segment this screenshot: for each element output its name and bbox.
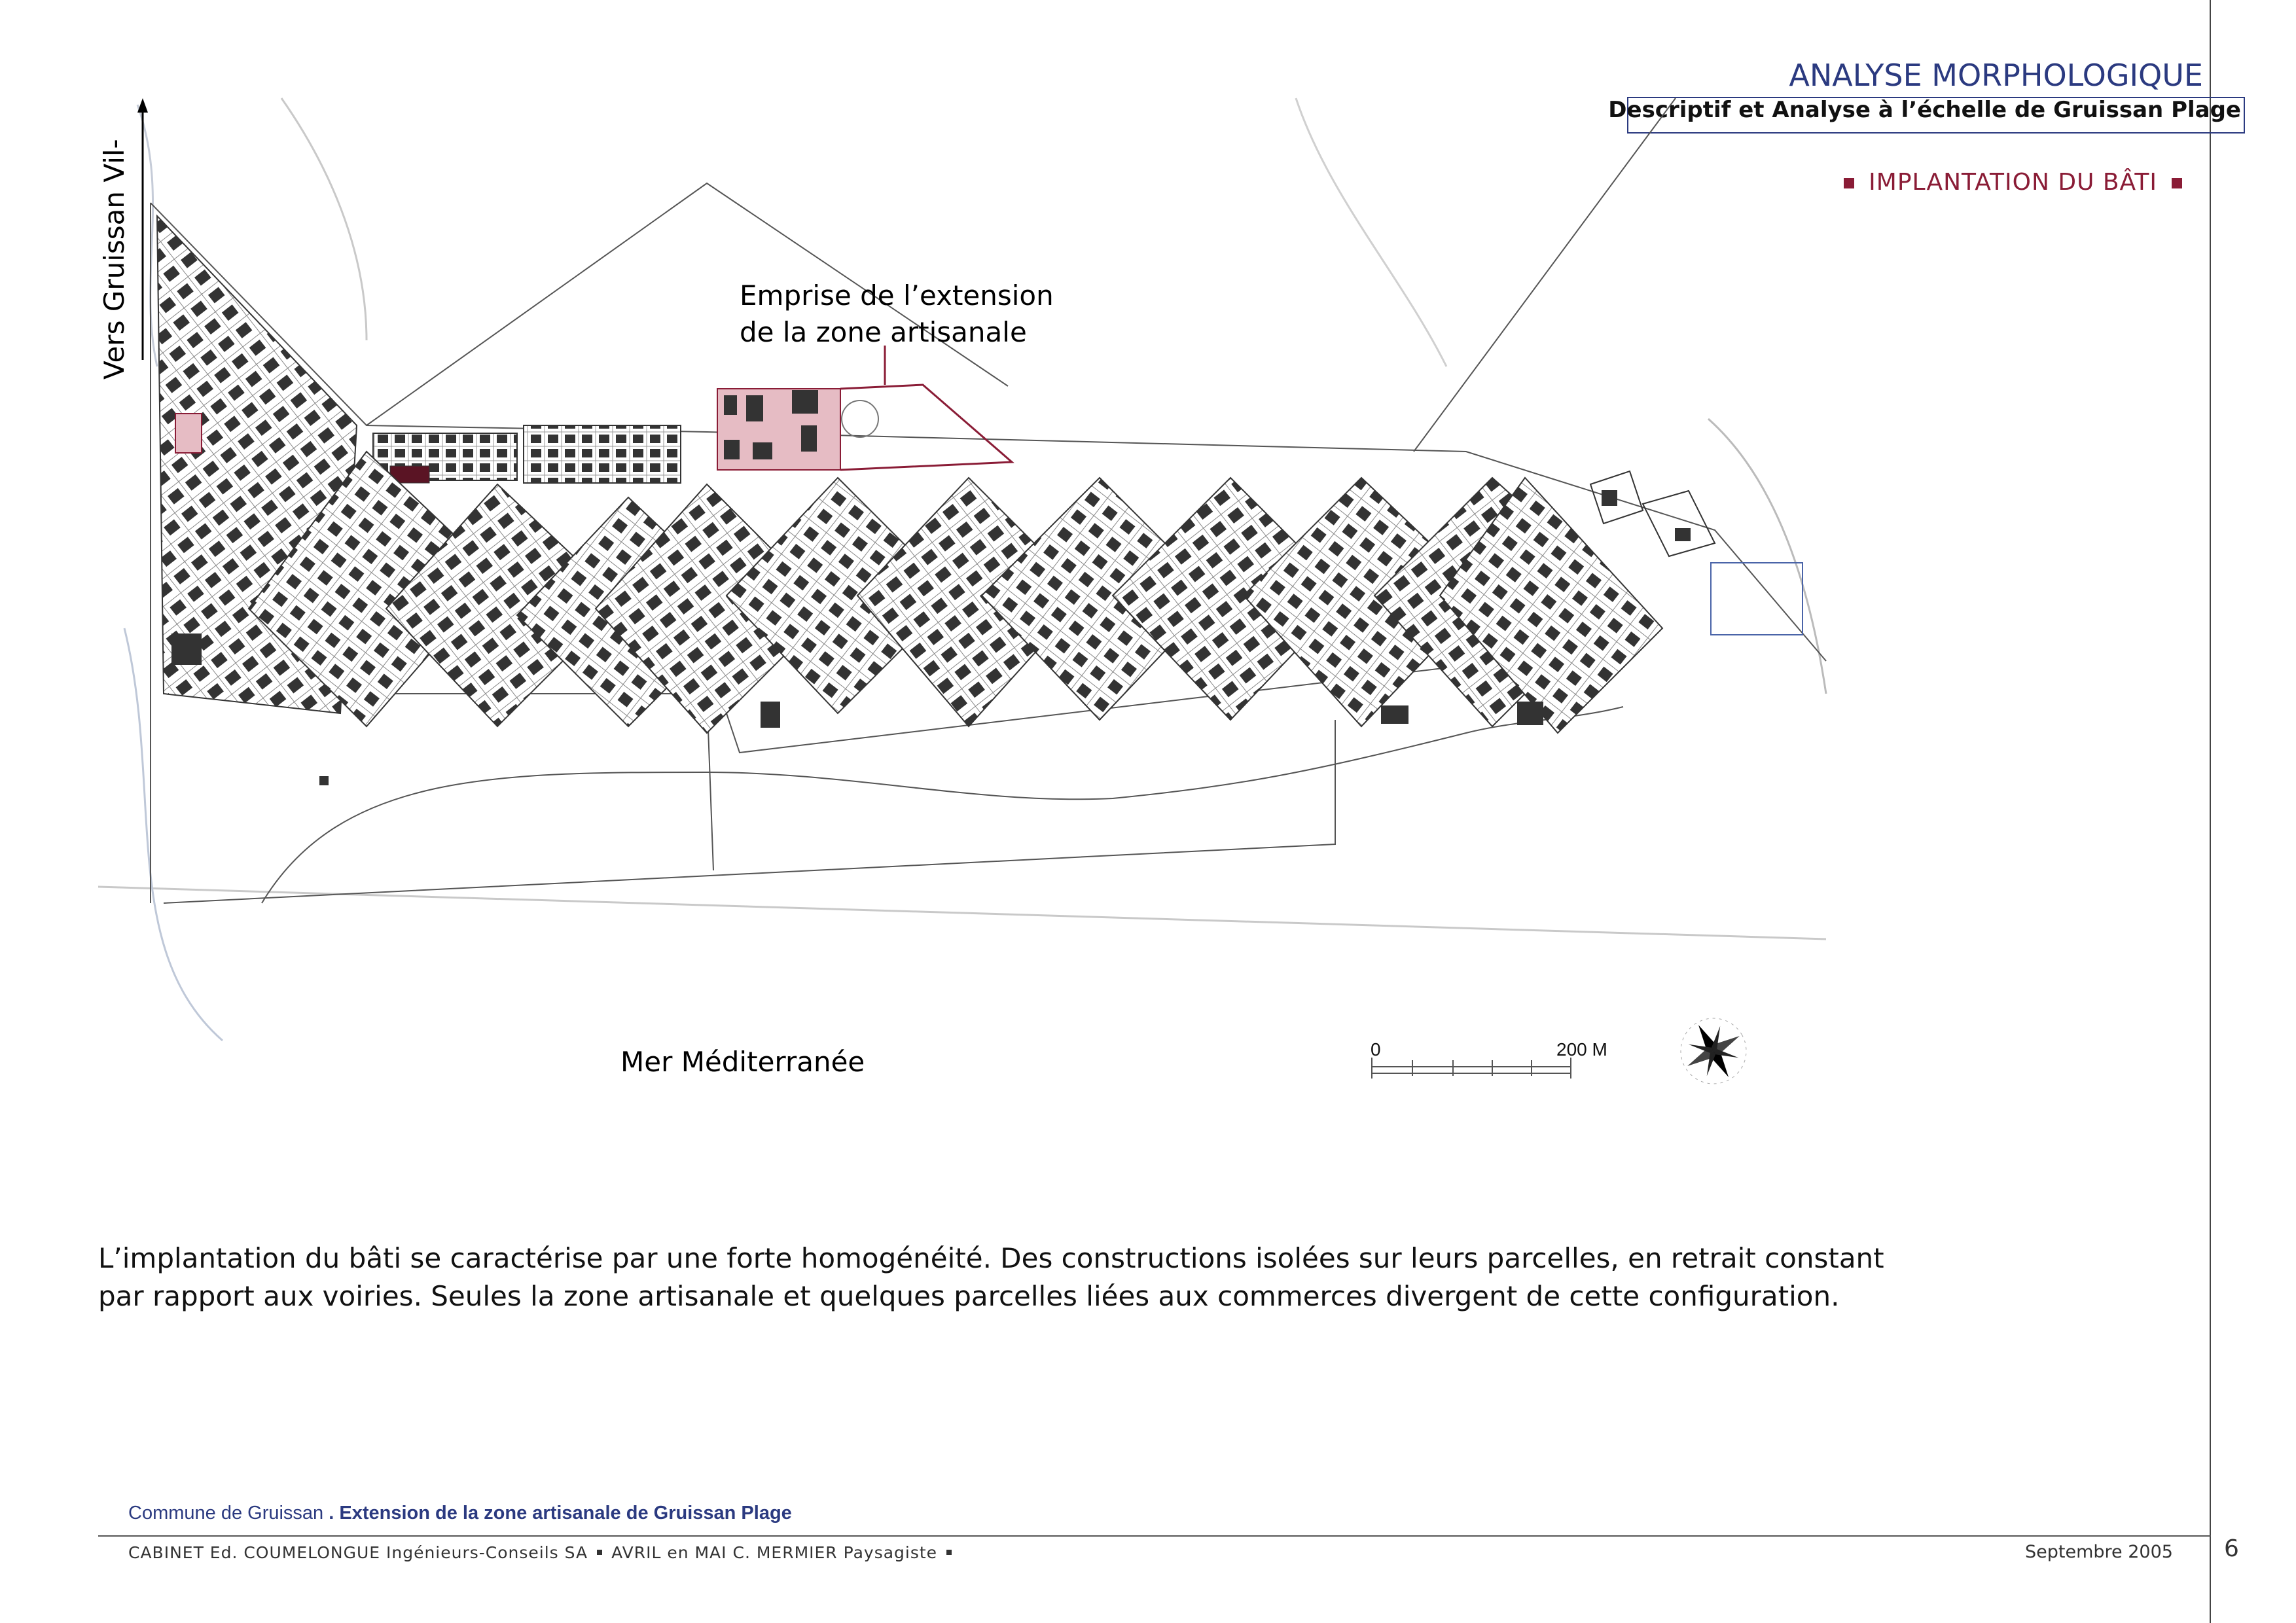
page-number: 6 — [2224, 1535, 2239, 1562]
page-title: ANALYSE MORPHOLOGIQUE — [1789, 58, 2203, 93]
footer-rule — [98, 1535, 2211, 1537]
footer-avril: AVRIL en MAI C. MERMIER Paysagiste — [611, 1543, 938, 1562]
extension-outline — [840, 385, 1012, 470]
paragraph-line-1: L’implantation du bâti se caractérise par une forte homogénéité. Des constructions isolées sur leurs parcelles, en retrait constant — [98, 1242, 1884, 1274]
annotation-line-1: Emprise de l’extension — [740, 279, 1054, 312]
housing-row-north-2 — [524, 425, 681, 483]
scale-start-label: 0 — [1371, 1039, 1381, 1060]
description-paragraph — [98, 1240, 1996, 1315]
footer-commune: Commune de Gruissan — [128, 1503, 324, 1524]
bullet-icon — [946, 1550, 952, 1555]
direction-label: Vers Gruissan Vil- — [98, 139, 130, 380]
footer-cabinet: CABINET Ed. COUMELONGUE Ingénieurs-Conseils SA — [128, 1543, 588, 1562]
annotation-line-2: de la zone artisanale — [740, 316, 1027, 348]
scale-end-label: 200 M — [1556, 1039, 1607, 1060]
footer-project: Commune de Gruissan . Extension de la zone artisanale de Gruissan Plage — [128, 1503, 792, 1524]
roundabout — [842, 401, 878, 437]
section-tag-label: IMPLANTATION DU BÂTI — [1869, 169, 2157, 196]
pink-parcel-west — [175, 414, 202, 453]
footer-credits — [128, 1543, 961, 1562]
housing-diamond-blocks — [249, 452, 1662, 733]
paragraph-line-2: par rapport aux voiries. Seules la zone artisanale et quelques parcelles liées aux commerces divergent de cette configuration. — [98, 1280, 1840, 1312]
scale-labels — [1371, 1039, 1607, 1085]
footer-project-title: Extension de la zone artisanale de Gruissan Plage — [339, 1503, 792, 1524]
footer-date: Septembre 2005 — [2025, 1542, 2173, 1562]
compass-rose-icon — [1669, 1007, 1759, 1096]
page-subtitle: Descriptif et Analyse à l’échelle de Gruissan Plage — [1608, 97, 2241, 123]
map-annotation — [740, 277, 1054, 351]
sea-label: Mer Méditerranée — [620, 1046, 865, 1078]
bullet-icon — [597, 1550, 602, 1555]
